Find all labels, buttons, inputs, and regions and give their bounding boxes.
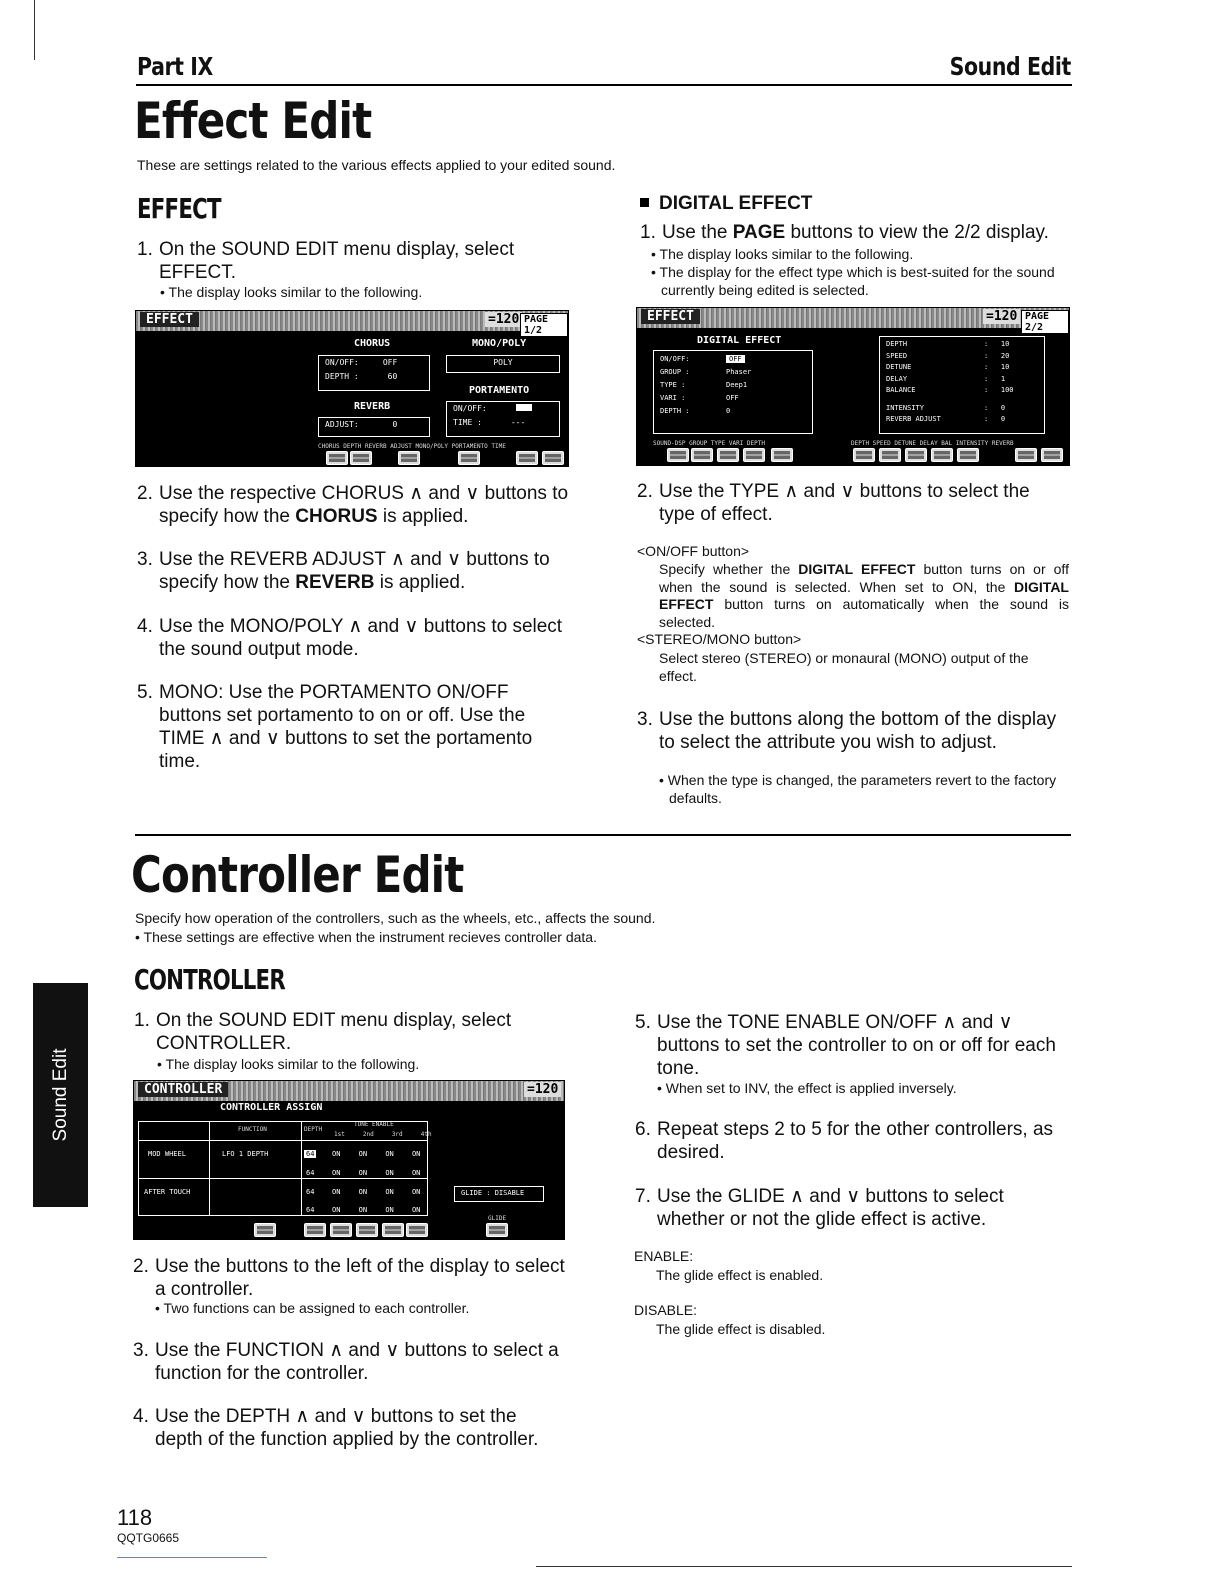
onoff-button-heading: <ON/OFF button> <box>637 543 750 559</box>
tone-3rd-button[interactable] <box>382 1223 404 1237</box>
controller-step-7: 7. Use the GLIDE ∧ and ∨ buttons to select whether or not the glide effect is active. <box>635 1186 1004 1230</box>
tone-enable-values: ON ON ON ON <box>332 1188 421 1196</box>
screen-tempo: =120 <box>485 312 522 327</box>
digital-step-1-bullet-2: • The display for the effect type which is best-suited for the sound currently being edited is selected. <box>651 264 1055 298</box>
digital-effect-params: ON/OFF: OFF GROUP : Phaser TYPE : Deep1 VARI : OFF DEPTH : 0 <box>653 350 813 434</box>
screen-button-labels: CHORUS DEPTH REVERB ADJUST MONO/POLY PORTAMENTO TIME <box>318 443 506 450</box>
onoff-button-text: Specify whether the DIGITAL EFFECT button turns on or off when the sound is selected. When set to ON, the DIGITAL EFFECT button turns on automatically when the sound is selected. <box>659 561 1069 630</box>
group-button[interactable] <box>691 448 713 462</box>
header-part-label: Part IX <box>137 52 213 81</box>
digital-step-3: 3. Use the buttons along the bottom of the display to select the attribute you wish to adjust. <box>637 709 1057 753</box>
reverb-adjust-button-2[interactable] <box>1041 448 1063 462</box>
enable-heading: ENABLE: <box>634 1248 694 1264</box>
type-button[interactable] <box>717 448 739 462</box>
controller-step-1-bullet: • The display looks similar to the following. <box>157 1056 420 1072</box>
digital-step-1: 1. Use the PAGE buttons to view the 2/2 display. <box>640 222 1049 243</box>
effect-step-5: 5. MONO: Use the PORTAMENTO ON/OFF buttons set portamento to on or off. Use the TIME ∧ and ∨ buttons to set the portamento time. <box>137 682 533 772</box>
screen-button-labels-left: SOUND-DSP GROUP TYPE VARI DEPTH <box>653 440 765 447</box>
effect-edit-title: Effect Edit <box>134 92 372 150</box>
delay-button[interactable] <box>931 448 953 462</box>
chorus-depth-button-2[interactable] <box>350 451 372 465</box>
mono-poly-box: POLY <box>446 355 560 373</box>
effect-step-3: 3. Use the REVERB ADJUST ∧ and ∨ buttons to specify how the REVERB is applied. <box>137 549 550 593</box>
screen-title: EFFECT <box>140 312 199 327</box>
controller-edit-intro: Specify how operation of the controllers, such as the wheels, etc., affects the sound. <box>135 910 656 926</box>
function-column-header: FUNCTION <box>238 1126 267 1133</box>
screen-title-2: EFFECT <box>641 309 700 324</box>
controller-edit-title: Controller Edit <box>131 846 464 904</box>
depth-button[interactable] <box>771 448 793 462</box>
portamento-button[interactable] <box>516 451 538 465</box>
sidebar-tab-sound-edit: Sound Edit <box>33 983 88 1207</box>
function-button[interactable] <box>254 1223 276 1237</box>
depth-value: 64 <box>306 1188 315 1196</box>
controller-step-4: 4. Use the DEPTH ∧ and ∨ buttons to set the depth of the function applied by the controller. <box>133 1406 539 1450</box>
disable-text: The glide effect is disabled. <box>656 1321 826 1337</box>
disable-heading: DISABLE: <box>634 1302 698 1318</box>
effect-screen-page2 <box>636 307 1070 466</box>
controller-screen <box>133 1080 565 1240</box>
detune-button[interactable] <box>905 448 927 462</box>
reverb-label: REVERB <box>354 401 391 412</box>
screen-tempo-2: =120 <box>983 309 1020 324</box>
sound-dsp-button[interactable] <box>667 448 689 462</box>
screen-button-labels-right: DEPTH SPEED DETUNE DELAY BAL INTENSITY REVERB <box>851 440 1014 447</box>
portamento-time-button[interactable] <box>542 451 564 465</box>
document-code: QQTG0665 <box>117 1531 180 1545</box>
glide-button[interactable] <box>486 1223 508 1237</box>
stereo-mono-text: Select stereo (STEREO) or monaural (MONO) output of the effect. <box>659 650 1029 684</box>
page-indicator: PAGE 1/2 <box>520 313 568 337</box>
square-bullet-icon <box>640 198 649 207</box>
depth-button-3[interactable] <box>304 1223 326 1237</box>
controller-step-5: 5. Use the TONE ENABLE ON/OFF ∧ and ∨ buttons to set the controller to on or off for each tone. <box>635 1012 1056 1079</box>
balance-button[interactable] <box>957 448 979 462</box>
screen-title-3: CONTROLLER <box>138 1082 228 1097</box>
chorus-depth-button[interactable] <box>326 451 348 465</box>
digital-step-1-bullet-1: • The display looks similar to the following. <box>651 246 914 262</box>
page-number: 118 <box>117 1505 153 1530</box>
portamento-label: PORTAMENTO <box>469 385 530 396</box>
effect-step-4: 4. Use the MONO/POLY ∧ and ∨ buttons to select the sound output mode. <box>137 616 563 660</box>
chorus-label: CHORUS <box>354 338 391 349</box>
footer-underline <box>117 1557 267 1558</box>
mod-wheel-function: LFO 1 DEPTH <box>222 1150 269 1158</box>
digital-step-2: 2. Use the TYPE ∧ and ∨ buttons to select the type of effect. <box>637 481 1030 525</box>
page-indicator-2: PAGE 2/2 <box>1021 310 1069 334</box>
depth-value: 64 <box>306 1206 315 1214</box>
controller-step-2: 2. Use the buttons to the left of the display to select a controller. <box>133 1256 565 1300</box>
portamento-box: ON/OFF: TIME : --- <box>446 401 560 437</box>
tone-1st-button[interactable] <box>330 1223 352 1237</box>
speed-button[interactable] <box>879 448 901 462</box>
effect-screen-page1 <box>135 310 569 467</box>
tone-enable-values: ON ON ON ON <box>332 1169 421 1177</box>
mono-poly-button[interactable] <box>458 451 480 465</box>
controller-assign-label: CONTROLLER ASSIGN <box>220 1102 323 1113</box>
depth-column-header: DEPTH <box>304 1126 323 1133</box>
intensity-button[interactable] <box>1015 448 1037 462</box>
tone-column-headers: 1st 2nd 3rd 4th <box>334 1131 432 1138</box>
screen-tempo-3: =120 <box>524 1082 561 1097</box>
enable-text: The glide effect is enabled. <box>656 1267 824 1283</box>
chorus-box: ON/OFF: OFF DEPTH : 60 <box>318 355 430 391</box>
after-touch-row[interactable]: AFTER TOUCH <box>144 1188 191 1196</box>
vari-button[interactable] <box>743 448 765 462</box>
mod-wheel-row[interactable]: MOD WHEEL <box>148 1150 186 1158</box>
attr-depth-button[interactable] <box>853 448 875 462</box>
controller-edit-note: • These settings are effective when the instrument recieves controller data. <box>135 929 597 945</box>
controller-step-3: 3. Use the FUNCTION ∧ and ∨ buttons to select a function for the controller. <box>133 1340 559 1384</box>
glide-label: GLIDE <box>488 1215 507 1222</box>
controller-step-6: 6. Repeat steps 2 to 5 for the other controllers, as desired. <box>635 1119 1054 1163</box>
effect-section-heading: EFFECT <box>137 192 221 225</box>
header-section-label: Sound Edit <box>949 52 1071 81</box>
section-divider <box>135 834 1071 836</box>
digital-effect-label: DIGITAL EFFECT <box>697 335 782 346</box>
margin-mark <box>34 0 35 60</box>
stereo-mono-heading: <STEREO/MONO button> <box>637 631 802 647</box>
header-rule <box>136 84 1072 86</box>
controller-step-5-bullet: • When set to INV, the effect is applied inversely. <box>657 1080 957 1096</box>
depth-value: 64 <box>306 1169 315 1177</box>
controller-step-1: 1. On the SOUND EDIT menu display, select CONTROLLER. <box>134 1010 512 1054</box>
depth-value: 64 <box>306 1150 315 1158</box>
digital-step-3-bullet: • When the type is changed, the parameters revert to the factory defaults. <box>659 772 1057 806</box>
reverb-adjust-button[interactable] <box>398 451 420 465</box>
effect-attribute-params: DEPTH : 10 SPEED : 20 DETUNE : 10 DELAY : 1 BALANCE : 100 INTENSITY : 0 REVERB ADJUST : 0 <box>879 336 1045 434</box>
effect-edit-intro: These are settings related to the various effects applied to your edited sound. <box>137 157 616 173</box>
effect-step-2: 2. Use the respective CHORUS ∧ and ∨ buttons to specify how the CHORUS is applied. <box>137 483 569 527</box>
effect-step-1-bullet: • The display looks similar to the following. <box>160 284 423 300</box>
tone-enable-values: ON ON ON ON <box>332 1206 421 1214</box>
footer-rule <box>536 1566 1072 1567</box>
tone-2nd-button[interactable] <box>356 1223 378 1237</box>
tone-enable-values: ON ON ON ON <box>332 1150 421 1158</box>
digital-effect-heading: DIGITAL EFFECT <box>640 193 812 215</box>
effect-step-1: 1. On the SOUND EDIT menu display, select EFFECT. <box>137 239 515 283</box>
glide-status-box: GLIDE : DISABLE <box>454 1186 544 1202</box>
controller-section-heading: CONTROLLER <box>134 963 285 996</box>
mono-poly-label: MONO/POLY <box>472 338 527 349</box>
controller-step-2-bullet: • Two functions can be assigned to each controller. <box>155 1300 470 1316</box>
reverb-box: ADJUST: 0 <box>318 417 430 437</box>
tone-enable-header: TONE ENABLE <box>354 1121 394 1128</box>
tone-4th-button[interactable] <box>406 1223 428 1237</box>
